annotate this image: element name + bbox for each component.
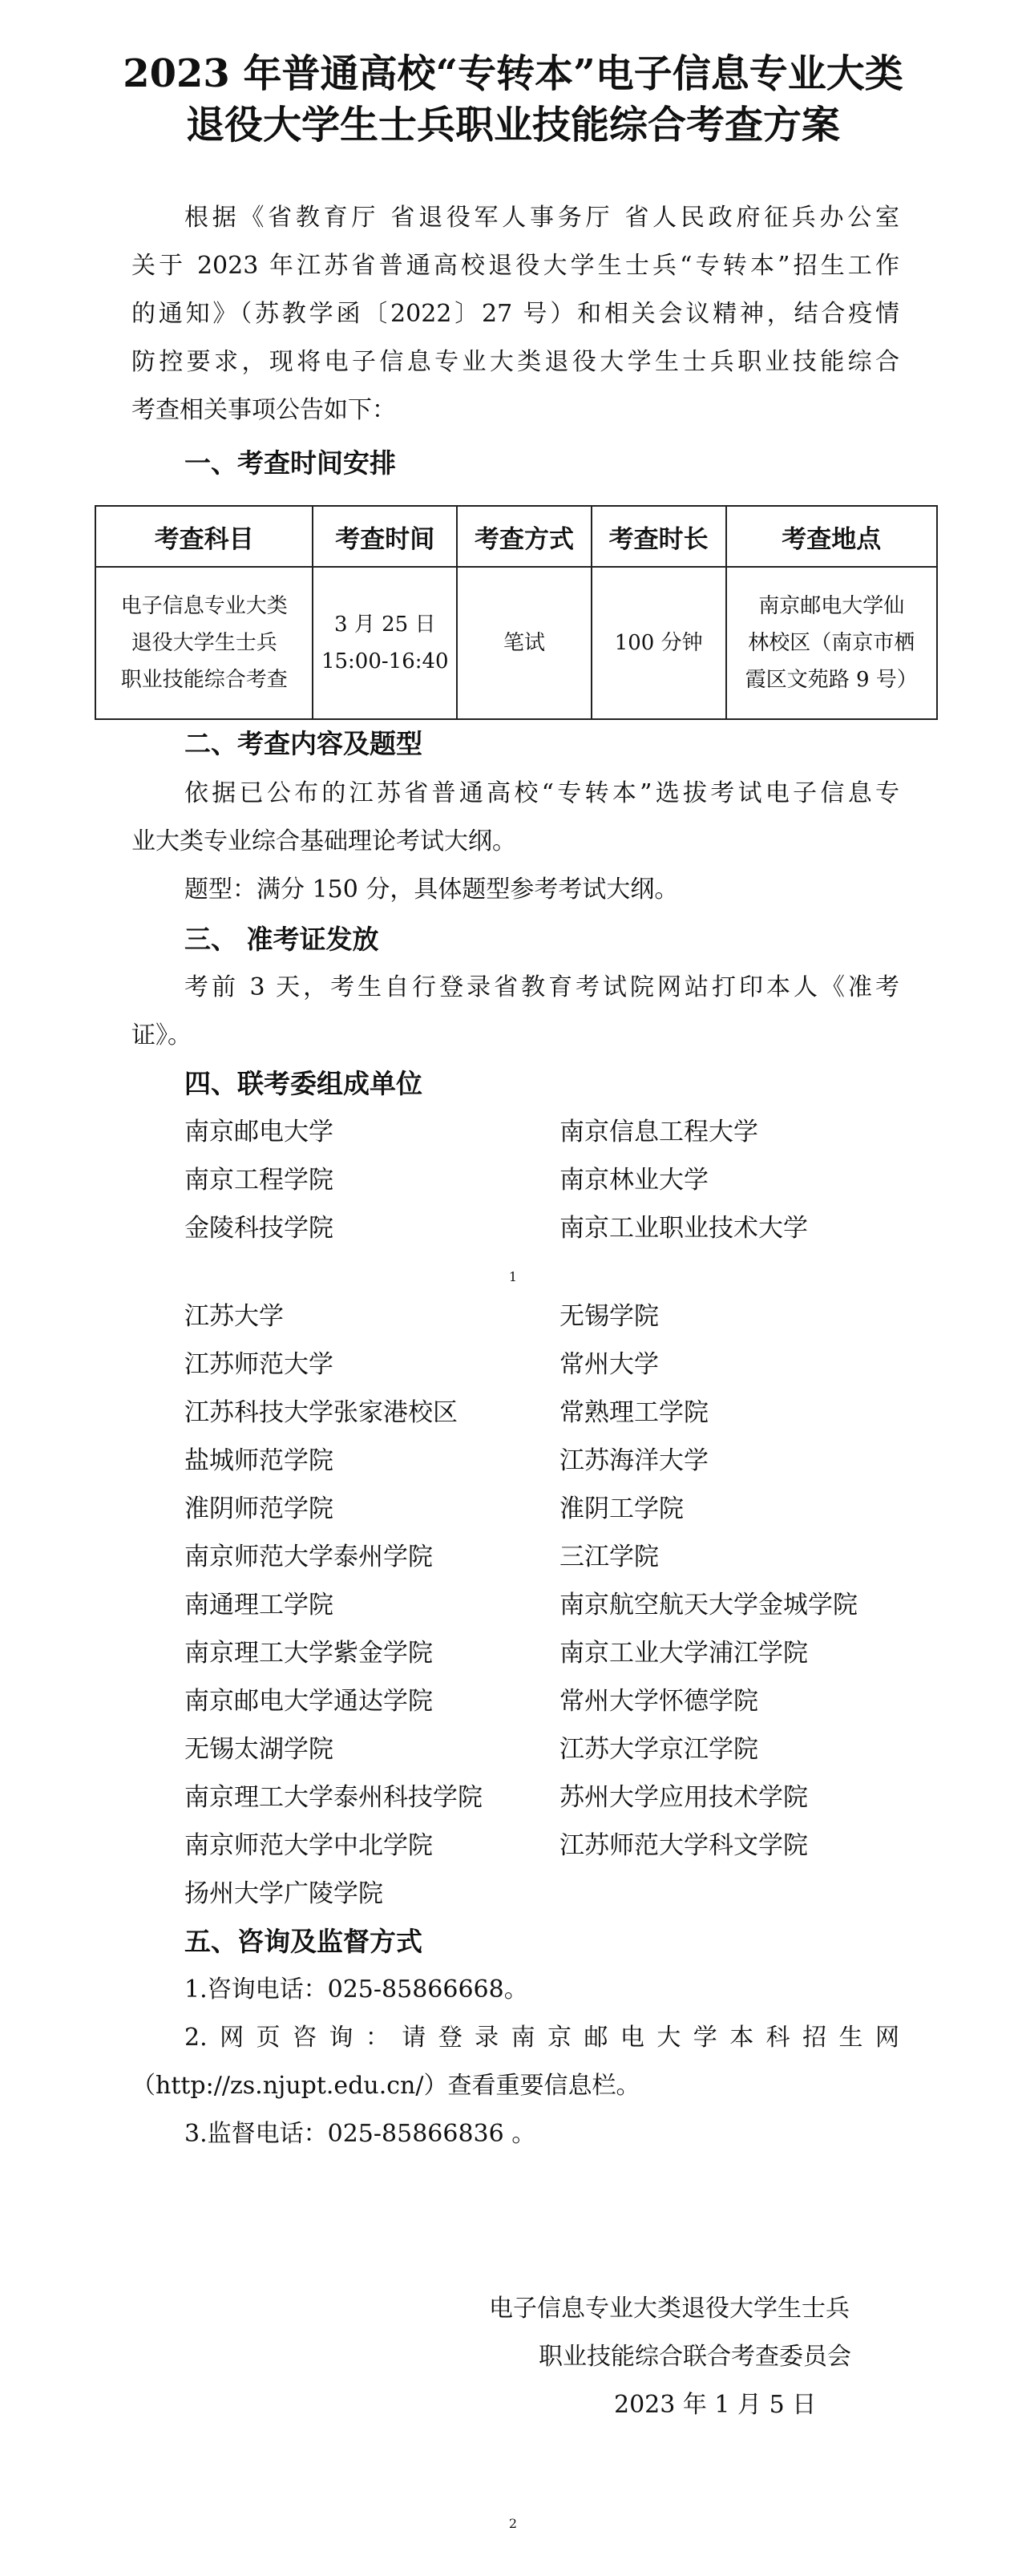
cell-duration: 100 分钟 xyxy=(592,567,726,719)
list-item: 无锡学院 xyxy=(559,1302,659,1331)
header-duration: 考查时长 xyxy=(592,506,726,567)
title-line-1: 2023 年普通高校“专转本”电子信息专业大类 xyxy=(123,51,903,96)
list-item: 江苏大学京江学院 xyxy=(559,1735,758,1764)
supervision-phone: 3.监督电话：025-85866836 。 xyxy=(184,2120,536,2148)
cell-method: 笔试 xyxy=(457,567,592,719)
list-item: 南京邮电大学 xyxy=(184,1118,333,1146)
header-subject: 考查科目 xyxy=(95,506,313,567)
list-item: 南京林业大学 xyxy=(559,1166,709,1195)
table-row xyxy=(95,567,937,719)
list-item: 南京航空航天大学金城学院 xyxy=(559,1591,858,1620)
list-item: 苏州大学应用技术学院 xyxy=(559,1783,808,1812)
page-number-1: 1 xyxy=(508,1269,518,1284)
list-item: 江苏大学 xyxy=(184,1302,284,1331)
list-item: 常州大学 xyxy=(559,1350,659,1379)
signature-line-2: 职业技能综合联合考查委员会 xyxy=(539,2343,851,2371)
admission-line-1: 考前 3 天，考生自行登录省教育考试院网站打印本人《准考 xyxy=(184,973,899,1001)
header-location: 考查地点 xyxy=(726,506,938,567)
title-line-2: 退役大学生士兵职业技能综合考查方案 xyxy=(185,103,840,148)
cell-location: 南京邮电大学仙 林校区（南京市栖 霞区文苑路 9 号） xyxy=(726,567,938,719)
signature-line-1: 电子信息专业大类退役大学生士兵 xyxy=(489,2295,850,2323)
content-line-3: 题型：满分 150 分，具体题型参考考试大纲。 xyxy=(184,876,679,904)
cell-subject: 电子信息专业大类 退役大学生士兵 职业技能综合考查 xyxy=(95,567,313,719)
list-item: 南京工程学院 xyxy=(184,1166,333,1195)
cell-time: 3 月 25 日 15:00-16:40 xyxy=(313,567,457,719)
list-item: 常熟理工学院 xyxy=(559,1398,709,1427)
section-heading-admission: 三、 准考证发放 xyxy=(184,924,379,955)
member-list-right-a xyxy=(559,1108,808,1252)
schedule-table xyxy=(95,505,938,720)
contact-phone: 1.咨询电话：025-85866668。 xyxy=(184,1975,528,2004)
member-list-left-a xyxy=(184,1108,333,1252)
intro-line-1: 根据《省教育厅 省退役军人事务厅 省人民政府征兵办公室 xyxy=(184,204,899,232)
list-item: 江苏师范大学 xyxy=(184,1350,333,1379)
list-item: 江苏科技大学张家港校区 xyxy=(184,1398,458,1427)
list-item: 无锡太湖学院 xyxy=(184,1735,333,1764)
list-item: 南京师范大学中北学院 xyxy=(184,1831,433,1860)
list-item: 南京理工大学泰州科技学院 xyxy=(184,1783,483,1812)
list-item: 扬州大学广陵学院 xyxy=(184,1879,383,1908)
intro-line-3: 的通知》（苏教学函〔2022〕27 号）和相关会议精神，结合疫情 xyxy=(131,300,899,328)
section-heading-contact: 五、咨询及监督方式 xyxy=(184,1926,422,1957)
intro-line-5: 考查相关事项公告如下： xyxy=(131,396,396,424)
list-item: 常州大学怀德学院 xyxy=(559,1687,758,1716)
list-item: 南京师范大学泰州学院 xyxy=(184,1543,433,1571)
list-item: 南京理工大学紫金学院 xyxy=(184,1639,433,1668)
content-line-2: 业大类专业综合基础理论考试大纲。 xyxy=(131,827,516,855)
intro-line-2: 关于 2023 年江苏省普通高校退役大学生士兵“专转本”招生工作 xyxy=(131,252,899,280)
admission-line-2: 证》。 xyxy=(131,1021,192,1049)
content-line-1: 依据已公布的江苏省普通高校“专转本”选拔考试电子信息专 xyxy=(184,779,899,807)
contact-web-line-2: （http://zs.njupt.edu.cn/）查看重要信息栏。 xyxy=(131,2072,640,2100)
list-item: 南京工业职业技术大学 xyxy=(559,1214,808,1243)
list-item: 南京邮电大学通达学院 xyxy=(184,1687,433,1716)
list-item: 三江学院 xyxy=(559,1543,659,1571)
list-item: 淮阴工学院 xyxy=(559,1494,684,1523)
list-item: 金陵科技学院 xyxy=(184,1214,333,1243)
page-number-2: 2 xyxy=(508,2516,518,2531)
list-item: 淮阴师范学院 xyxy=(184,1494,333,1523)
member-list-left-b xyxy=(184,1292,483,1918)
list-item: 南京信息工程大学 xyxy=(559,1118,758,1146)
list-item: 南通理工学院 xyxy=(184,1591,333,1620)
header-time: 考查时间 xyxy=(313,506,457,567)
section-heading-schedule: 一、考查时间安排 xyxy=(184,447,396,479)
section-heading-members: 四、联考委组成单位 xyxy=(184,1068,422,1099)
intro-line-4: 防控要求，现将电子信息专业大类退役大学生士兵职业技能综合 xyxy=(131,348,899,376)
list-item: 盐城师范学院 xyxy=(184,1446,333,1475)
signature-date: 2023 年 1 月 5 日 xyxy=(614,2391,817,2419)
section-heading-content: 二、考查内容及题型 xyxy=(184,728,422,759)
list-item: 南京工业大学浦江学院 xyxy=(559,1639,808,1668)
header-method: 考查方式 xyxy=(457,506,592,567)
contact-web-line-1: 2.网页咨询：请登录南京邮电大学本科招生网 xyxy=(184,2024,899,2052)
list-item: 江苏海洋大学 xyxy=(559,1446,709,1475)
list-item: 江苏师范大学科文学院 xyxy=(559,1831,808,1860)
member-list-right-b xyxy=(559,1292,858,1870)
table-header-row xyxy=(95,506,937,567)
